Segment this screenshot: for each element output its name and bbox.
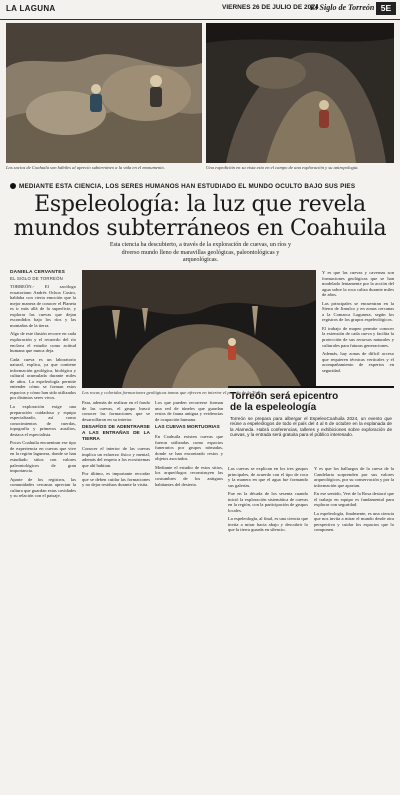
byline-outlet: EL SIGLO DE TORREÓN (10, 275, 63, 281)
paragraph: Además, hay zonas de difícil acceso que requieren técnicas verticales y el acompañamiento de expertos en seguridad. (322, 351, 394, 373)
headline-line: Espeleología: la luz que revela (34, 192, 366, 217)
headline (6, 193, 394, 240)
paragraph: Y es que los hallazgos de la cueva de la Candelaria sorprenden por sus valores arqueológicos, por su conservación y por la información que aportan. (314, 466, 394, 488)
sidebar-title-line: Torreón será epicentro (230, 391, 339, 402)
article-column (322, 270, 394, 382)
photo-caption: Los rocas y coloridas formaciones geológicas tomas que ofrecen en interior el pasado de la Tierra. (82, 390, 265, 395)
article-column (155, 400, 223, 790)
article-column (10, 270, 76, 790)
paragraph: La espeleología, finalmente, es una ciencia que nos invita a mirar el mundo desde otra perspectiva y cuidar los espacios que lo componen. (314, 510, 394, 533)
article-column (82, 400, 150, 790)
paragraph: El trabajo de mapeo permite conocer la extensión de cada cueva y facilita la protección de sus recursos naturales y culturales para futuras generaciones. (322, 325, 394, 348)
sidebar-title (230, 391, 394, 413)
issue-date: VIERNES 26 DE JULIO DE 2024 (222, 4, 319, 11)
photo-cave-explorers (6, 23, 202, 163)
sidebar-box (228, 386, 394, 463)
paragraph: Fue en la década de los sesenta cuando inició la exploración sistemática de cuevas en la región, con la participación de grupos locales. (228, 491, 308, 513)
paragraph: Para, además de realizar en el fondo de las cuevas, el grupo buscó conocer las formaciones que se desarrollaron en su interior. (82, 400, 150, 422)
article-column (314, 466, 394, 790)
section-name: LA LAGUNA (6, 4, 56, 13)
paragraph: Las cuevas se explican en los tres grupos principales, de acuerdo con el tipo de roca y la manera en que el agua fue formando sus galerías. (228, 466, 308, 488)
paragraph: TORREÓN.- El sacólogo ecuatoriano Andrés Ochoa Castro, hablaba con cierta emoción que la mejor manera de conocer el Planeta es ir más allá de la superficie, y explorar las cuevas que dejan escondidos bajo los ríos y las montañas de la tierra. (10, 284, 76, 328)
subhead: DESAFÍOS DE ADENTRARSE A LAS ENTRAÑAS DE LA TIERRA (82, 425, 150, 443)
paragraph: Pocos Coahuila encuentran ese tipo de experiencia en cuevas que vive en la región lagunera, donde se han estudiado sitios con valores paleontológicos de gran importancia. (10, 440, 76, 474)
page-header (0, 0, 400, 20)
paragraph: En Coahuila existen cuevas que fueron utilizadas como espacios funerarios por grupos nómadas, donde se han encontrado restos y objetos asociados. (155, 434, 223, 462)
sidebar-title-line: de la espeleología (230, 402, 317, 413)
deck: Esta ciencia ha descubierto, a través de la exploración de cuevas, un ríos y diverso mundo lleno de maravillas geológicas, paleontológicas y arqueológicas. (109, 242, 292, 263)
paragraph: La exploración exige una preparación cuidadosa y equipo especializado, así como conocimientos de cuerdas, topografía y primeros auxilios, destaca el especialista. (10, 404, 76, 437)
page-number: 5E (376, 2, 396, 15)
photo-caption: Una expedición en su vista esto en el campo de una exploración y su antropología. (206, 165, 359, 170)
article-column (228, 466, 308, 790)
photo-cave-formations (82, 270, 316, 388)
paragraph: Y es que las cuevas y cavernas son formaciones geológicas que se han modelado lentamente por la acción del agua sobre la roca caliza durante miles de años. (322, 270, 394, 298)
paragraph: Los que pueden recorrerse forman una red de túneles que guardan restos de fauna antigua y evidencias de ocupación humana. (155, 400, 223, 422)
paragraph: Aparte de los registros, las comunidades cercanas aprecian la cultura que guardan estas cavidades y su relación con el paisaje. (10, 476, 76, 499)
sidebar-body: Torreón se prepara para albergar el EspeleoCoahuila 2024, un evento que reúne a espeleólogos de todo el país del 4 al 6 de octubre en la explanada de la Alameda. Habrá conferencias, talleres y exhibiciones sobre exploración de cuevas, y la entrada será gratuita para el público interesado. (230, 416, 392, 437)
paragraph: Por último, es importante recordar que se deben cuidar las formaciones y no dejar residuos durante la visita. (82, 471, 150, 488)
photo-cave-interior (206, 23, 394, 163)
byline-name: DANIELA CERVANTES (10, 270, 66, 275)
headline-line: mundos subterráneos en Coahuila (13, 215, 387, 241)
kicker-text: MEDIANTE ESTA CIENCIA, LOS SERES HUMANOS HAN ESTUDIADO EL MUNDO OCULTO BAJO SUS PIES (19, 183, 356, 190)
paragraph: La espeleología, al final, es una ciencia que invita a mirar hacia abajo y descubrir lo que la tierra guarda en silencio. (228, 516, 308, 533)
paragraph: Las principales se encuentran en la Sierra de Jimulco y en zonas cercanas a la Comarca Lagunera, según los registros de los grupos espeleológicos. (322, 300, 394, 323)
paragraph: En ese sentido, Vert de la Rosa destacó que el trabajo en equipo es fundamental para explorar con seguridad. (314, 491, 394, 508)
paragraph: Mediante el estudio de estos sitios, los arqueólogos reconstruyen las costumbres de los antiguos habitantes del desierto. (155, 464, 223, 487)
kicker (10, 183, 394, 190)
subhead: LAS CUEVAS MORTUORIAS (155, 425, 220, 431)
paragraph: Cada cueva es un laboratorio natural, explica, ya que contiene información geológica, biológica y cultural acumulada durante miles de años. La espeleología permite entender cómo se forman estos espacios y cómo han sido utilizados por distintos seres vivos. (10, 356, 76, 401)
newspaper-brand: El Siglo de Torreón (310, 3, 375, 12)
paragraph: Conocer el interior de las cuevas implica un esfuerzo físico y mental, además del respeto a los ecosistemas que ahí habitan. (82, 446, 150, 468)
photo-caption: Los socios de Coahuila son hábiles al aprecio subterráneo a la vida en el monumento. (6, 165, 165, 170)
bullet-icon (10, 183, 16, 189)
paragraph: Algo de este ilusión recorre en cada exploración y el recuerdo del río enclava el estudio como actitud humana que nunca deja. (10, 331, 76, 354)
